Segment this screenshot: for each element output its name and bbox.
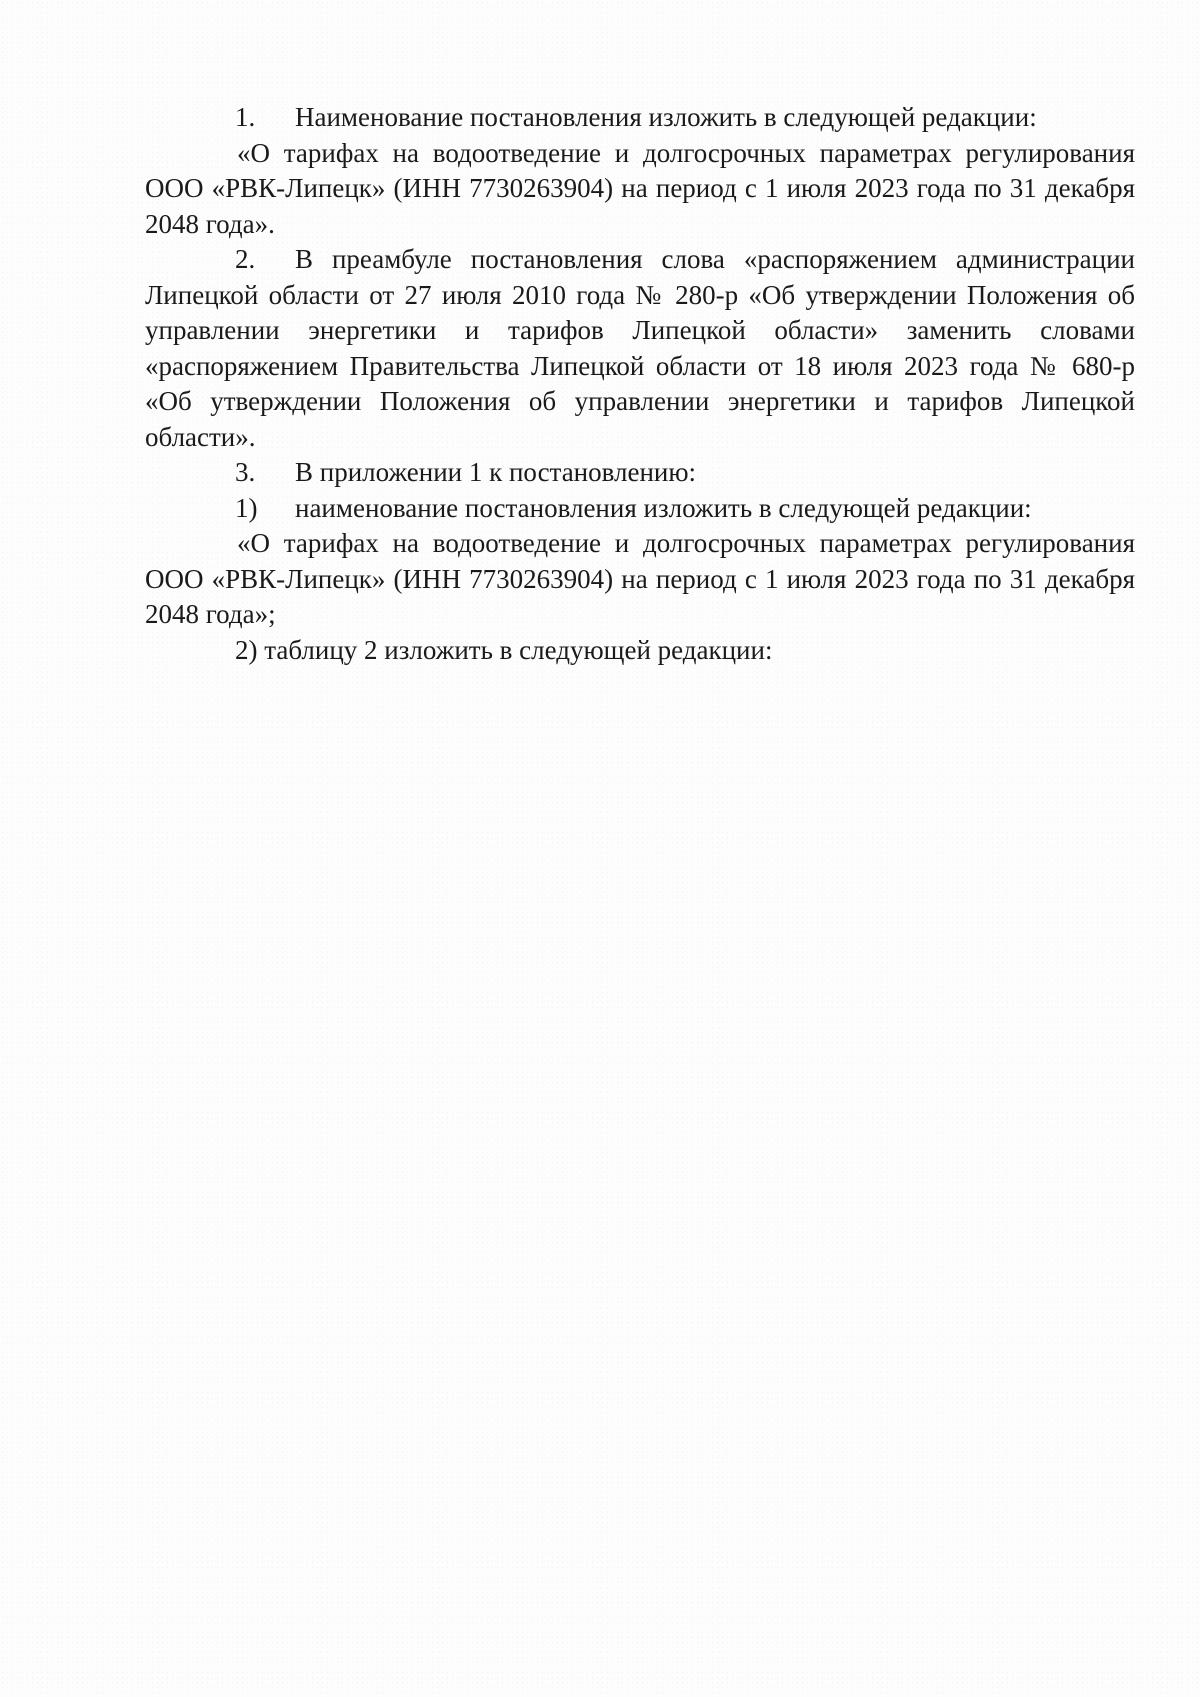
subitem-3-1-quote: «О тарифах на водоотведение и долгосрочных параметрах регулирования ООО «РВК-Липецк» (ИНН 7730263904) на период с 1 июля 2023 года по 31 декабря 2048 года»; bbox=[145, 528, 1135, 629]
subitem-3-2: 2) таблицу 2 изложить в следующей редакции: bbox=[235, 634, 773, 665]
item-1 bbox=[145, 100, 1135, 136]
subitem-3-1-number: 1) bbox=[235, 492, 258, 523]
item-1-text: Наименование постановления изложить в следующей редакции: bbox=[295, 102, 1037, 132]
document-body bbox=[145, 100, 1135, 668]
item-3-number: 3. bbox=[235, 457, 256, 487]
item-3 bbox=[145, 455, 1135, 491]
subitem-3-1-text: наименование постановления изложить в следующей редакции: bbox=[295, 492, 1032, 523]
item-2-number: 2. bbox=[235, 244, 256, 274]
item-1-number: 1. bbox=[235, 102, 256, 132]
item-2-text: В преамбуле постановления слова «распоряжением администрации Липецкой области от 27 июля 2010 года № 280-р «Об утверждении Положения об управлении энергетики и тарифов Липецкой области» заменить словами «распоряжением Правительства Липецкой области от 18 июля 2023 года № 680-р «Об утверждении Положения об управлении энергетики и тарифов Липецкой области». bbox=[145, 244, 1135, 452]
item-2 bbox=[145, 242, 1135, 455]
item-1-quote: «О тарифах на водоотведение и долгосрочных параметрах регулирования ООО «РВК-Липецк» (ИНН 7730263904) на период с 1 июля 2023 года по 31 декабря 2048 года». bbox=[145, 137, 1135, 239]
subitem-3-1 bbox=[145, 491, 1135, 527]
item-3-text: В приложении 1 к постановлению: bbox=[295, 457, 697, 487]
